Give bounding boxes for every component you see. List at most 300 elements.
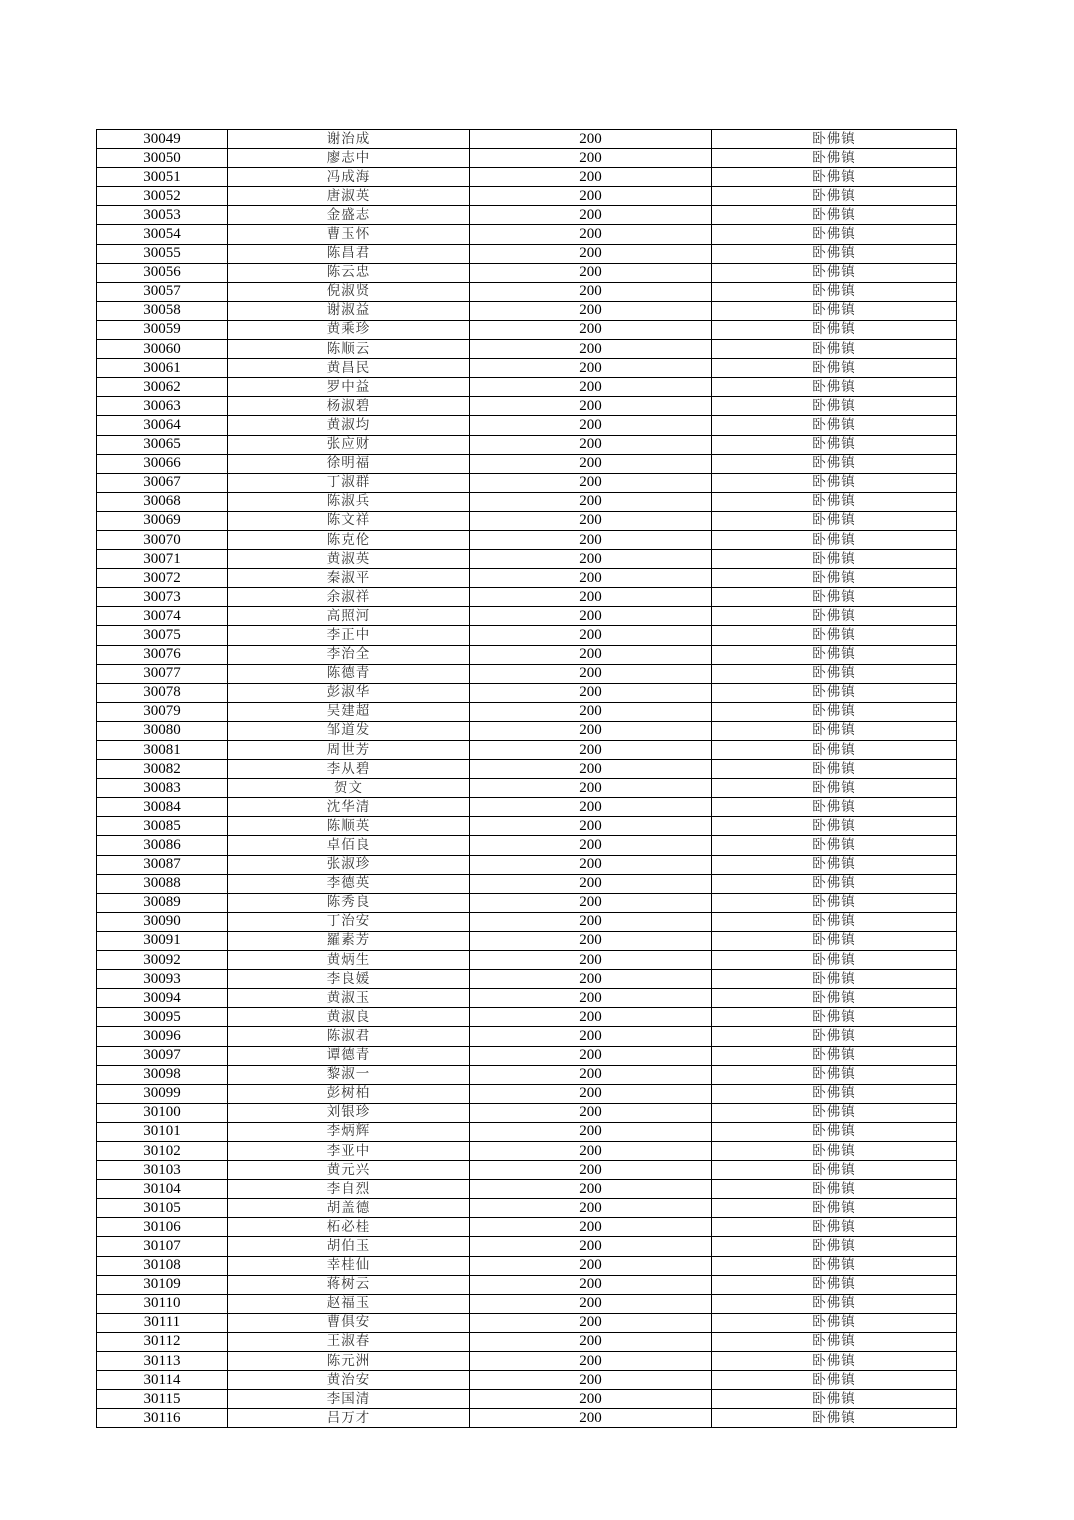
town-cell: 卧佛镇 <box>712 435 957 454</box>
name-cell: 黄淑良 <box>228 1008 470 1027</box>
id-cell: 30061 <box>97 359 228 378</box>
name-cell: 刘银珍 <box>228 1103 470 1122</box>
amount-cell: 200 <box>470 588 712 607</box>
town-cell: 卧佛镇 <box>712 130 957 149</box>
id-cell: 30054 <box>97 225 228 244</box>
table-row <box>97 893 957 912</box>
amount-cell: 200 <box>470 530 712 549</box>
id-cell: 30088 <box>97 874 228 893</box>
amount-cell: 200 <box>470 168 712 187</box>
id-cell: 30109 <box>97 1275 228 1294</box>
town-cell: 卧佛镇 <box>712 550 957 569</box>
town-cell: 卧佛镇 <box>712 683 957 702</box>
table-row <box>97 855 957 874</box>
town-cell: 卧佛镇 <box>712 1275 957 1294</box>
roster-table-body <box>97 130 957 1428</box>
amount-cell: 200 <box>470 874 712 893</box>
id-cell: 30105 <box>97 1199 228 1218</box>
name-cell: 黄炳生 <box>228 951 470 970</box>
amount-cell: 200 <box>470 1180 712 1199</box>
id-cell: 30068 <box>97 492 228 511</box>
town-cell: 卧佛镇 <box>712 1409 957 1428</box>
table-row <box>97 416 957 435</box>
table-row <box>97 359 957 378</box>
town-cell: 卧佛镇 <box>712 817 957 836</box>
amount-cell: 200 <box>470 951 712 970</box>
amount-cell: 200 <box>470 779 712 798</box>
town-cell: 卧佛镇 <box>712 1390 957 1409</box>
town-cell: 卧佛镇 <box>712 473 957 492</box>
table-row <box>97 664 957 683</box>
town-cell: 卧佛镇 <box>712 320 957 339</box>
id-cell: 30077 <box>97 664 228 683</box>
town-cell: 卧佛镇 <box>712 263 957 282</box>
amount-cell: 200 <box>470 1027 712 1046</box>
town-cell: 卧佛镇 <box>712 530 957 549</box>
town-cell: 卧佛镇 <box>712 1103 957 1122</box>
town-cell: 卧佛镇 <box>712 1065 957 1084</box>
table-row <box>97 1141 957 1160</box>
name-cell: 陈顺英 <box>228 817 470 836</box>
amount-cell: 200 <box>470 263 712 282</box>
town-cell: 卧佛镇 <box>712 951 957 970</box>
name-cell: 陈淑君 <box>228 1027 470 1046</box>
town-cell: 卧佛镇 <box>712 1141 957 1160</box>
name-cell: 秦淑平 <box>228 569 470 588</box>
amount-cell: 200 <box>470 149 712 168</box>
amount-cell: 200 <box>470 989 712 1008</box>
town-cell: 卧佛镇 <box>712 1294 957 1313</box>
amount-cell: 200 <box>470 1046 712 1065</box>
town-cell: 卧佛镇 <box>712 1084 957 1103</box>
id-cell: 30083 <box>97 779 228 798</box>
amount-cell: 200 <box>470 1008 712 1027</box>
amount-cell: 200 <box>470 702 712 721</box>
town-cell: 卧佛镇 <box>712 912 957 931</box>
amount-cell: 200 <box>470 855 712 874</box>
town-cell: 卧佛镇 <box>712 931 957 950</box>
name-cell: 羅素芳 <box>228 931 470 950</box>
amount-cell: 200 <box>470 130 712 149</box>
amount-cell: 200 <box>470 1237 712 1256</box>
name-cell: 唐淑英 <box>228 187 470 206</box>
name-cell: 张应财 <box>228 435 470 454</box>
town-cell: 卧佛镇 <box>712 970 957 989</box>
name-cell: 罗中益 <box>228 378 470 397</box>
amount-cell: 200 <box>470 626 712 645</box>
town-cell: 卧佛镇 <box>712 378 957 397</box>
table-row <box>97 1275 957 1294</box>
name-cell: 倪淑贤 <box>228 282 470 301</box>
id-cell: 30092 <box>97 951 228 970</box>
name-cell: 周世芳 <box>228 741 470 760</box>
table-row <box>97 1294 957 1313</box>
table-row <box>97 970 957 989</box>
id-cell: 30113 <box>97 1352 228 1371</box>
id-cell: 30055 <box>97 244 228 263</box>
name-cell: 谢治成 <box>228 130 470 149</box>
name-cell: 赵福玉 <box>228 1294 470 1313</box>
table-row <box>97 626 957 645</box>
table-row <box>97 130 957 149</box>
table-row <box>97 1256 957 1275</box>
id-cell: 30066 <box>97 454 228 473</box>
town-cell: 卧佛镇 <box>712 779 957 798</box>
name-cell: 李良媛 <box>228 970 470 989</box>
amount-cell: 200 <box>470 550 712 569</box>
id-cell: 30056 <box>97 263 228 282</box>
town-cell: 卧佛镇 <box>712 1008 957 1027</box>
town-cell: 卧佛镇 <box>712 1332 957 1351</box>
town-cell: 卧佛镇 <box>712 1256 957 1275</box>
amount-cell: 200 <box>470 1409 712 1428</box>
table-row <box>97 1103 957 1122</box>
table-row <box>97 149 957 168</box>
id-cell: 30070 <box>97 530 228 549</box>
amount-cell: 200 <box>470 912 712 931</box>
amount-cell: 200 <box>470 721 712 740</box>
town-cell: 卧佛镇 <box>712 454 957 473</box>
amount-cell: 200 <box>470 187 712 206</box>
id-cell: 30091 <box>97 931 228 950</box>
town-cell: 卧佛镇 <box>712 225 957 244</box>
table-row <box>97 569 957 588</box>
amount-cell: 200 <box>470 1141 712 1160</box>
town-cell: 卧佛镇 <box>712 1161 957 1180</box>
table-row <box>97 645 957 664</box>
name-cell: 陈昌君 <box>228 244 470 263</box>
name-cell: 陈秀良 <box>228 893 470 912</box>
id-cell: 30082 <box>97 760 228 779</box>
amount-cell: 200 <box>470 340 712 359</box>
table-row <box>97 588 957 607</box>
amount-cell: 200 <box>470 645 712 664</box>
id-cell: 30085 <box>97 817 228 836</box>
table-row <box>97 702 957 721</box>
town-cell: 卧佛镇 <box>712 168 957 187</box>
amount-cell: 200 <box>470 607 712 626</box>
table-row <box>97 741 957 760</box>
id-cell: 30110 <box>97 1294 228 1313</box>
table-row <box>97 225 957 244</box>
table-row <box>97 607 957 626</box>
id-cell: 30058 <box>97 301 228 320</box>
table-row <box>97 244 957 263</box>
name-cell: 黄治安 <box>228 1371 470 1390</box>
name-cell: 黎淑一 <box>228 1065 470 1084</box>
amount-cell: 200 <box>470 397 712 416</box>
name-cell: 黄乘珍 <box>228 320 470 339</box>
name-cell: 卓佰良 <box>228 836 470 855</box>
table-row <box>97 550 957 569</box>
table-row <box>97 1409 957 1428</box>
id-cell: 30067 <box>97 473 228 492</box>
amount-cell: 200 <box>470 359 712 378</box>
table-row <box>97 1199 957 1218</box>
town-cell: 卧佛镇 <box>712 340 957 359</box>
name-cell: 张淑珍 <box>228 855 470 874</box>
id-cell: 30095 <box>97 1008 228 1027</box>
table-row <box>97 721 957 740</box>
table-row <box>97 530 957 549</box>
id-cell: 30078 <box>97 683 228 702</box>
table-row <box>97 874 957 893</box>
roster-table <box>96 129 957 1428</box>
id-cell: 30097 <box>97 1046 228 1065</box>
amount-cell: 200 <box>470 1218 712 1237</box>
amount-cell: 200 <box>470 1332 712 1351</box>
amount-cell: 200 <box>470 1352 712 1371</box>
amount-cell: 200 <box>470 1065 712 1084</box>
town-cell: 卧佛镇 <box>712 702 957 721</box>
town-cell: 卧佛镇 <box>712 1237 957 1256</box>
table-row <box>97 931 957 950</box>
amount-cell: 200 <box>470 378 712 397</box>
name-cell: 陈克伦 <box>228 530 470 549</box>
table-row <box>97 492 957 511</box>
table-row <box>97 1161 957 1180</box>
name-cell: 柘必桂 <box>228 1218 470 1237</box>
table-row <box>97 168 957 187</box>
name-cell: 金盛志 <box>228 206 470 225</box>
amount-cell: 200 <box>470 741 712 760</box>
name-cell: 谭德青 <box>228 1046 470 1065</box>
table-row <box>97 989 957 1008</box>
id-cell: 30096 <box>97 1027 228 1046</box>
town-cell: 卧佛镇 <box>712 741 957 760</box>
id-cell: 30073 <box>97 588 228 607</box>
name-cell: 陈文祥 <box>228 511 470 530</box>
id-cell: 30094 <box>97 989 228 1008</box>
table-row <box>97 912 957 931</box>
id-cell: 30074 <box>97 607 228 626</box>
amount-cell: 200 <box>470 511 712 530</box>
town-cell: 卧佛镇 <box>712 836 957 855</box>
table-row <box>97 836 957 855</box>
id-cell: 30103 <box>97 1161 228 1180</box>
table-row <box>97 435 957 454</box>
id-cell: 30099 <box>97 1084 228 1103</box>
town-cell: 卧佛镇 <box>712 1027 957 1046</box>
id-cell: 30049 <box>97 130 228 149</box>
id-cell: 30076 <box>97 645 228 664</box>
table-row <box>97 397 957 416</box>
table-row <box>97 1371 957 1390</box>
amount-cell: 200 <box>470 1256 712 1275</box>
table-row <box>97 301 957 320</box>
town-cell: 卧佛镇 <box>712 664 957 683</box>
table-row <box>97 320 957 339</box>
id-cell: 30064 <box>97 416 228 435</box>
id-cell: 30114 <box>97 1371 228 1390</box>
id-cell: 30115 <box>97 1390 228 1409</box>
id-cell: 30065 <box>97 435 228 454</box>
name-cell: 黄元兴 <box>228 1161 470 1180</box>
table-row <box>97 1008 957 1027</box>
amount-cell: 200 <box>470 893 712 912</box>
name-cell: 谢淑益 <box>228 301 470 320</box>
id-cell: 30108 <box>97 1256 228 1275</box>
name-cell: 王淑春 <box>228 1332 470 1351</box>
amount-cell: 200 <box>470 1103 712 1122</box>
amount-cell: 200 <box>470 1294 712 1313</box>
town-cell: 卧佛镇 <box>712 1046 957 1065</box>
name-cell: 徐明福 <box>228 454 470 473</box>
town-cell: 卧佛镇 <box>712 492 957 511</box>
id-cell: 30057 <box>97 282 228 301</box>
table-row <box>97 378 957 397</box>
id-cell: 30080 <box>97 721 228 740</box>
town-cell: 卧佛镇 <box>712 359 957 378</box>
name-cell: 彭淑华 <box>228 683 470 702</box>
amount-cell: 200 <box>470 320 712 339</box>
name-cell: 沈华清 <box>228 798 470 817</box>
id-cell: 30101 <box>97 1122 228 1141</box>
name-cell: 丁治安 <box>228 912 470 931</box>
id-cell: 30116 <box>97 1409 228 1428</box>
town-cell: 卧佛镇 <box>712 721 957 740</box>
id-cell: 30090 <box>97 912 228 931</box>
table-row <box>97 760 957 779</box>
id-cell: 30059 <box>97 320 228 339</box>
id-cell: 30100 <box>97 1103 228 1122</box>
town-cell: 卧佛镇 <box>712 588 957 607</box>
amount-cell: 200 <box>470 1390 712 1409</box>
name-cell: 李国清 <box>228 1390 470 1409</box>
name-cell: 陈淑兵 <box>228 492 470 511</box>
table-row <box>97 1065 957 1084</box>
amount-cell: 200 <box>470 970 712 989</box>
name-cell: 吴建超 <box>228 702 470 721</box>
table-row <box>97 817 957 836</box>
town-cell: 卧佛镇 <box>712 1218 957 1237</box>
amount-cell: 200 <box>470 1371 712 1390</box>
amount-cell: 200 <box>470 301 712 320</box>
town-cell: 卧佛镇 <box>712 1199 957 1218</box>
id-cell: 30069 <box>97 511 228 530</box>
amount-cell: 200 <box>470 1161 712 1180</box>
name-cell: 贺文 <box>228 779 470 798</box>
amount-cell: 200 <box>470 1275 712 1294</box>
amount-cell: 200 <box>470 1084 712 1103</box>
amount-cell: 200 <box>470 817 712 836</box>
name-cell: 陈顺云 <box>228 340 470 359</box>
town-cell: 卧佛镇 <box>712 626 957 645</box>
table-row <box>97 1027 957 1046</box>
id-cell: 30063 <box>97 397 228 416</box>
amount-cell: 200 <box>470 435 712 454</box>
amount-cell: 200 <box>470 282 712 301</box>
id-cell: 30050 <box>97 149 228 168</box>
amount-cell: 200 <box>470 683 712 702</box>
table-row <box>97 1332 957 1351</box>
amount-cell: 200 <box>470 1122 712 1141</box>
id-cell: 30104 <box>97 1180 228 1199</box>
id-cell: 30106 <box>97 1218 228 1237</box>
amount-cell: 200 <box>470 836 712 855</box>
table-row <box>97 1237 957 1256</box>
name-cell: 李德英 <box>228 874 470 893</box>
town-cell: 卧佛镇 <box>712 645 957 664</box>
town-cell: 卧佛镇 <box>712 1180 957 1199</box>
name-cell: 冯成海 <box>228 168 470 187</box>
town-cell: 卧佛镇 <box>712 416 957 435</box>
amount-cell: 200 <box>470 473 712 492</box>
town-cell: 卧佛镇 <box>712 855 957 874</box>
name-cell: 胡伯玉 <box>228 1237 470 1256</box>
table-row <box>97 263 957 282</box>
id-cell: 30086 <box>97 836 228 855</box>
name-cell: 幸桂仙 <box>228 1256 470 1275</box>
name-cell: 曹俱安 <box>228 1313 470 1332</box>
id-cell: 30087 <box>97 855 228 874</box>
id-cell: 30062 <box>97 378 228 397</box>
name-cell: 黄淑英 <box>228 550 470 569</box>
name-cell: 李炳辉 <box>228 1122 470 1141</box>
table-row <box>97 1122 957 1141</box>
table-row <box>97 187 957 206</box>
town-cell: 卧佛镇 <box>712 893 957 912</box>
name-cell: 曹玉怀 <box>228 225 470 244</box>
name-cell: 吕万才 <box>228 1409 470 1428</box>
town-cell: 卧佛镇 <box>712 1352 957 1371</box>
name-cell: 杨淑碧 <box>228 397 470 416</box>
table-row <box>97 206 957 225</box>
id-cell: 30081 <box>97 741 228 760</box>
amount-cell: 200 <box>470 492 712 511</box>
town-cell: 卧佛镇 <box>712 301 957 320</box>
town-cell: 卧佛镇 <box>712 206 957 225</box>
table-row <box>97 683 957 702</box>
town-cell: 卧佛镇 <box>712 760 957 779</box>
table-row <box>97 473 957 492</box>
amount-cell: 200 <box>470 931 712 950</box>
table-row <box>97 511 957 530</box>
town-cell: 卧佛镇 <box>712 1122 957 1141</box>
id-cell: 30089 <box>97 893 228 912</box>
town-cell: 卧佛镇 <box>712 282 957 301</box>
table-row <box>97 1390 957 1409</box>
table-row <box>97 1352 957 1371</box>
table-row <box>97 340 957 359</box>
id-cell: 30111 <box>97 1313 228 1332</box>
name-cell: 高照河 <box>228 607 470 626</box>
amount-cell: 200 <box>470 206 712 225</box>
name-cell: 李从碧 <box>228 760 470 779</box>
table-row <box>97 1218 957 1237</box>
name-cell: 黄昌民 <box>228 359 470 378</box>
name-cell: 丁淑群 <box>228 473 470 492</box>
id-cell: 30084 <box>97 798 228 817</box>
id-cell: 30051 <box>97 168 228 187</box>
name-cell: 黄淑均 <box>228 416 470 435</box>
town-cell: 卧佛镇 <box>712 397 957 416</box>
amount-cell: 200 <box>470 416 712 435</box>
name-cell: 胡盖德 <box>228 1199 470 1218</box>
name-cell: 黄淑玉 <box>228 989 470 1008</box>
table-row <box>97 454 957 473</box>
amount-cell: 200 <box>470 1199 712 1218</box>
name-cell: 陈德青 <box>228 664 470 683</box>
town-cell: 卧佛镇 <box>712 569 957 588</box>
table-row <box>97 951 957 970</box>
name-cell: 李治全 <box>228 645 470 664</box>
amount-cell: 200 <box>470 244 712 263</box>
id-cell: 30102 <box>97 1141 228 1160</box>
name-cell: 陈元洲 <box>228 1352 470 1371</box>
town-cell: 卧佛镇 <box>712 798 957 817</box>
name-cell: 余淑祥 <box>228 588 470 607</box>
